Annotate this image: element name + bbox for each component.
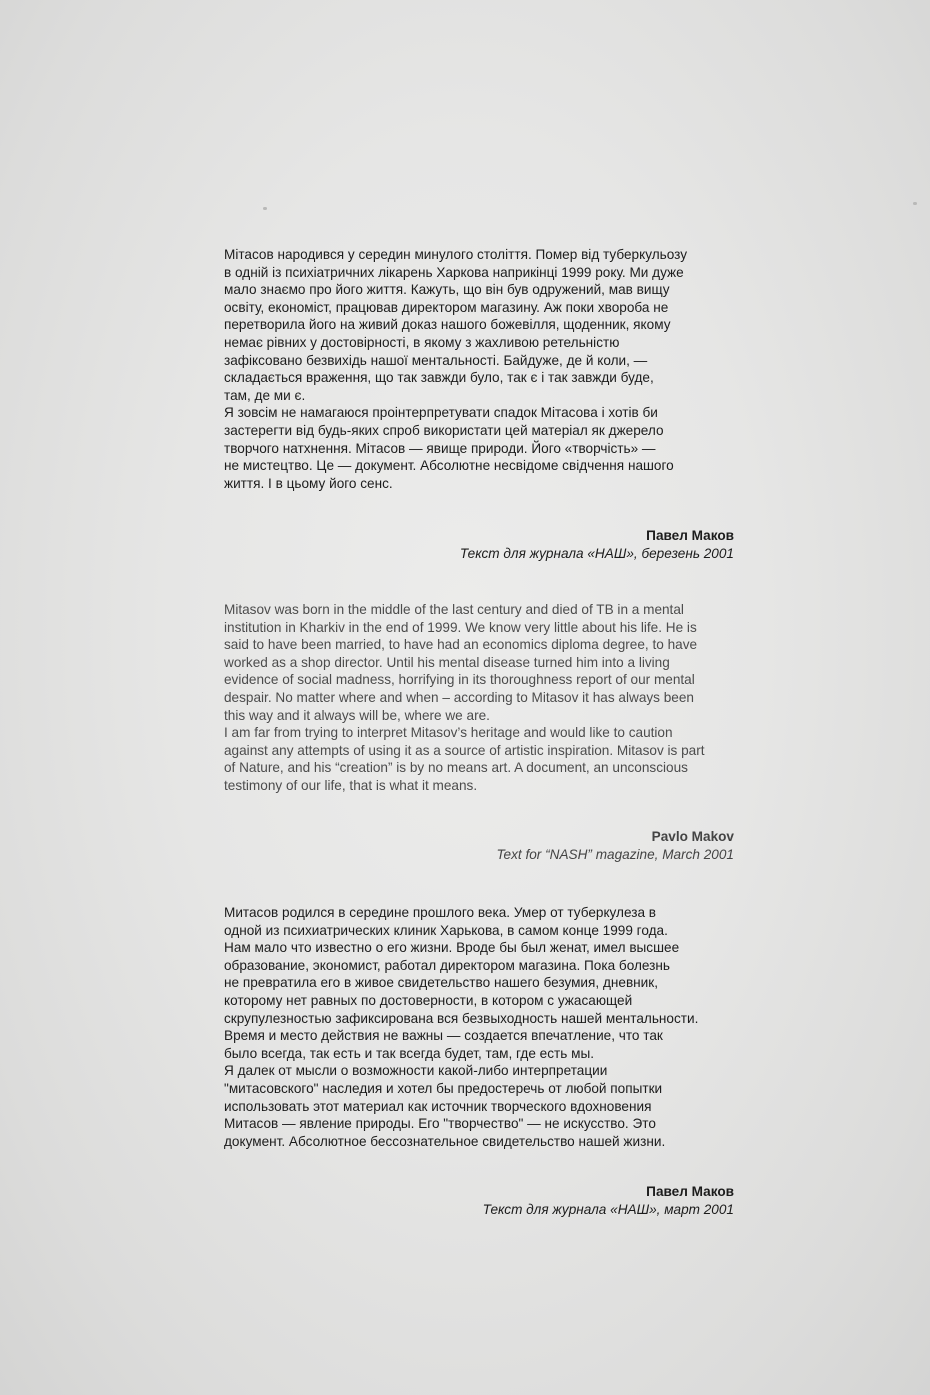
ukrainian-signature [460, 527, 734, 562]
ukrainian-author: Павел Маков [646, 528, 734, 543]
russian-paragraph-1: Митасов родился в середине прошлого века. Умер от туберкулеза в одной из психиатрических клиник Харькова, в самом конце 1999 года. Нам мало что известно о его жизни. Вроде бы был женат, имел высшее образование, экономист, работал директором магазина. Пока болезнь не превратила его в живое свидетельство нашего безумия, дневник, которому нет равных по достоверности, в котором с ужасающей скрупулезностью зафиксирована вся безвыходность нашей ментальности. Время и место действия не важны — создается впечатление, что так было всегда, так есть и так всегда будет, там, где есть мы. [224, 905, 699, 1061]
russian-signature [483, 1183, 734, 1218]
wall-nail-mark [913, 202, 917, 205]
ukrainian-paragraph-1: Мітасов народився у середин минулого століття. Помер від туберкульозу в одній із психіатричних лікарень Харкова наприкінці 1999 року. Ми дуже мало знаємо про його життя. Кажуть, що він був одружений, мав вищу освіту, економіст, працював директором магазину. Аж поки хвороба не перетворила його на живий доказ нашого божевілля, щоденник, якому немає рівних у достовірності, в якому з жахливою ретельністю зафіксовано безвихідь нашої ментальності. Байдуже, де й коли, — складається враження, що так завжди було, так є і так завжди буде, там, де ми є. [224, 247, 688, 403]
russian-paragraph-2: Я далек от мысли о возможности какой-либо интерпретации "митасовского" наследия и хотел бы предостеречь от любой попытки использовать этот материал как источник творческого вдохновения Митасов — явление природы. Его "творчество" — не искусство. Это документ. Абсолютное бессознательное свидетельство нашей жизни. [224, 1063, 666, 1149]
ukrainian-text-block [224, 246, 744, 492]
english-source: Text for “NASH” magazine, March 2001 [496, 846, 734, 862]
english-signature [497, 828, 735, 863]
english-author: Pavlo Makov [651, 829, 734, 844]
english-text-block [224, 601, 744, 795]
wall-nail-mark [263, 207, 267, 210]
english-paragraph-2: I am far from trying to interpret Mitasov’s heritage and would like to caution against any attempts of using it as a source of artistic inspiration. Mitasov is part of Nature, and his “creation” is by no means art. A document, an unconscious testimony of our life, that is what it means. [224, 725, 705, 793]
russian-text-block [224, 904, 744, 1150]
english-paragraph-1: Mitasov was born in the middle of the last century and died of TB in a mental institution in Kharkiv in the end of 1999. We know very little about his life. He is said to have been married, to have had an economics diploma degree, to have worked as a shop director. Until his mental disease turned him into a living evidence of social madness, horrifying in its thoroughness report of our mental despair. No matter where and when – according to Mitasov it has always been this way and it always will be, where we are. [224, 602, 698, 723]
ukrainian-source: Текст для журнала «НАШ», березень 2001 [459, 545, 734, 561]
russian-author: Павел Маков [646, 1184, 734, 1199]
russian-source: Текст для журнала «НАШ», март 2001 [482, 1201, 734, 1217]
ukrainian-paragraph-2: Я зовсім не намагаюся проінтерпретувати спадок Мітасова і хотів би застерегти від будь-яких спроб використати цей матеріал як джерело творчого натхнення. Мітасов — явище природи. Його «творчість» — не мистецтво. Це — документ. Абсолютне несвідоме свідчення нашого життя. І в цьому його сенс. [224, 405, 674, 491]
